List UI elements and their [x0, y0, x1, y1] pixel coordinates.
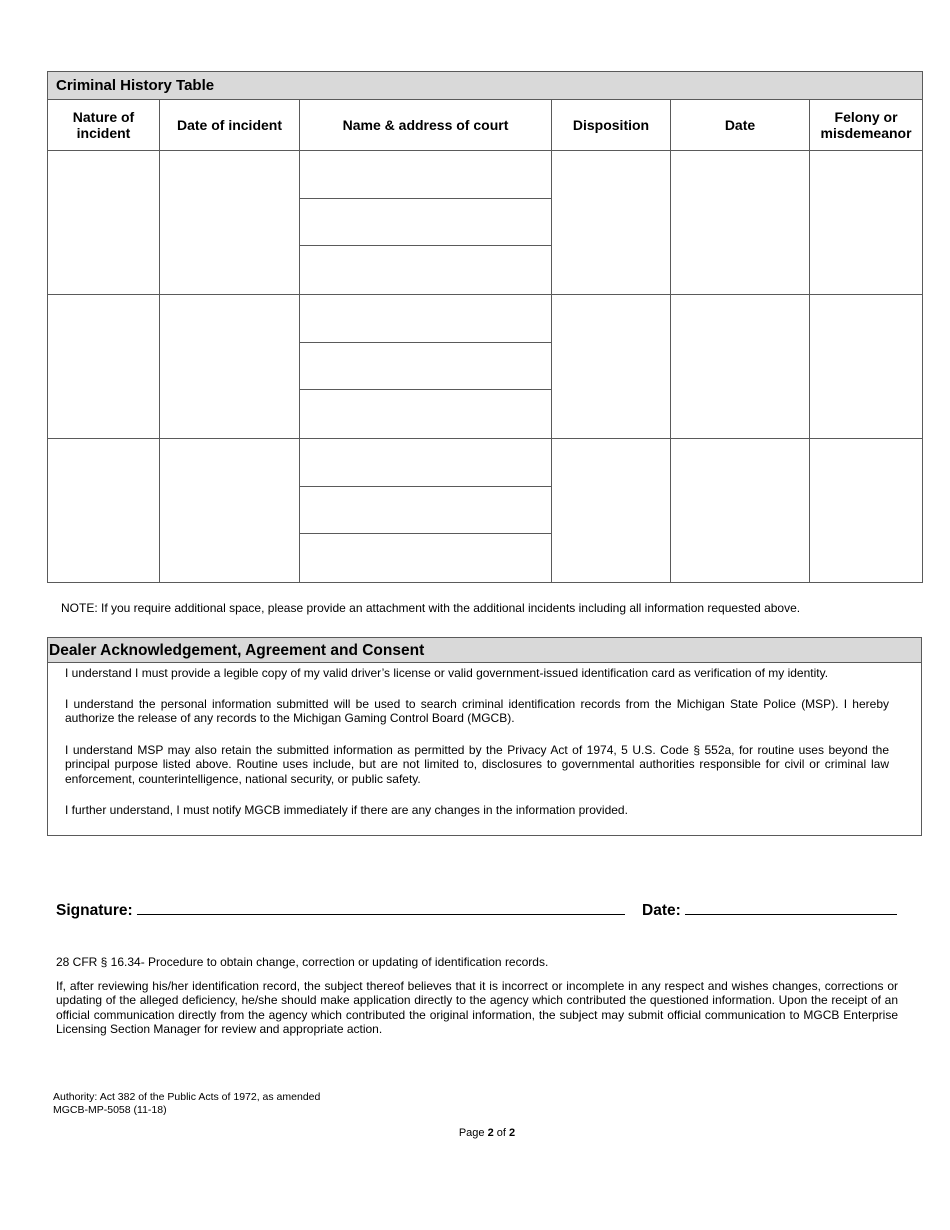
form-number: MGCB-MP-5058 (11-18): [53, 1103, 167, 1116]
acknowledgement-title: Dealer Acknowledgement, Agreement and Consent: [48, 638, 921, 663]
date-of-incident-field[interactable]: [160, 438, 300, 582]
criminal-history-title: Criminal History Table: [48, 72, 923, 100]
cfr-text: If, after reviewing his/her identification record, the subject thereof believes that it is incorrect or incomplete in any respect and wishes changes, corrections or updating of the alleged deficiency, he/she should make application directly to the agency which contributed the questioned information. Upon the receipt of an official communication directly from the agency which contributed the original information, the subject may submit official communication to MGCB Enterprise Licensing Section Manager for review and appropriate action.: [56, 979, 898, 1036]
acknowledgement-paragraph: I understand MSP may also retain the submitted information as permitted by the Privacy Act of 1974, 5 U.S. Code § 552a, for routine uses beyond the principal purpose listed above. Routine uses include, but are not limited to, disclosures to governmental authorities responsible for civil or criminal law enforcement, counterintelligence, national security, or public safety.: [65, 742, 889, 786]
column-header-date-of-incident: Date of incident: [160, 100, 300, 151]
nature-field[interactable]: [48, 294, 160, 438]
column-header-felony: Felony or misdemeanor: [810, 100, 923, 151]
date-field[interactable]: [671, 151, 810, 295]
column-header-nature: Nature of incident: [48, 100, 160, 151]
page-number: [0, 1127, 950, 1139]
page-total: 2: [509, 1127, 516, 1139]
court-line-field[interactable]: [300, 487, 551, 535]
signature-row: [56, 900, 625, 920]
acknowledgement-body: [48, 663, 921, 818]
table-header-row: [48, 100, 923, 151]
acknowledgement-paragraph: I understand I must provide a legible copy of my valid driver’s license or valid government-issued identification card as verification of my identity.: [65, 666, 829, 680]
table-row: [48, 438, 923, 582]
cfr-heading: 28 CFR § 16.34- Procedure to obtain change, correction or updating of identification records.: [56, 955, 549, 969]
criminal-history-table: [47, 71, 923, 583]
felony-field[interactable]: [810, 294, 923, 438]
date-field[interactable]: [671, 294, 810, 438]
table-row: [48, 294, 923, 438]
authority-text: Authority: Act 382 of the Public Acts of 1972, as amended: [53, 1091, 321, 1103]
disposition-field[interactable]: [552, 294, 671, 438]
footer-authority: [53, 1091, 320, 1116]
column-header-date: Date: [671, 100, 810, 151]
signature-field[interactable]: [137, 900, 625, 915]
date-of-incident-field[interactable]: [160, 151, 300, 295]
date-field[interactable]: [671, 438, 810, 582]
court-line-field[interactable]: [300, 199, 551, 247]
disposition-field[interactable]: [552, 151, 671, 295]
court-line-field[interactable]: [300, 246, 551, 294]
signature-label: Signature:: [56, 902, 133, 919]
date-label: Date:: [642, 902, 681, 919]
nature-field[interactable]: [48, 438, 160, 582]
acknowledgement-section: [47, 637, 922, 836]
acknowledgement-paragraph: I understand the personal information submitted will be used to search criminal identification records from the Michigan State Police (MSP). I hereby authorize the release of any records to the Michigan Gaming Control Board (MGCB).: [65, 696, 889, 725]
court-line-field[interactable]: [300, 151, 551, 199]
court-line-field[interactable]: [300, 439, 551, 487]
court-line-field[interactable]: [300, 295, 551, 343]
court-line-field[interactable]: [300, 343, 551, 391]
additional-space-note: NOTE: If you require additional space, please provide an attachment with the additional incidents including all information requested above.: [61, 601, 801, 615]
acknowledgement-paragraph: I further understand, I must notify MGCB immediately if there are any changes in the information provided.: [65, 803, 628, 817]
date-of-incident-field[interactable]: [160, 294, 300, 438]
column-header-court: Name & address of court: [300, 100, 552, 151]
table-row: [48, 151, 923, 295]
signature-date-field[interactable]: [685, 900, 897, 915]
court-line-field[interactable]: [300, 390, 551, 438]
disposition-field[interactable]: [552, 438, 671, 582]
page-of: of: [493, 1127, 510, 1139]
page-prefix: Page: [458, 1127, 488, 1139]
court-field: [300, 151, 552, 295]
column-header-disposition: Disposition: [552, 100, 671, 151]
nature-field[interactable]: [48, 151, 160, 295]
page-current: 2: [487, 1127, 494, 1139]
date-row: [642, 900, 897, 920]
court-field: [300, 438, 552, 582]
court-field: [300, 294, 552, 438]
felony-field[interactable]: [810, 151, 923, 295]
felony-field[interactable]: [810, 438, 923, 582]
court-line-field[interactable]: [300, 534, 551, 582]
